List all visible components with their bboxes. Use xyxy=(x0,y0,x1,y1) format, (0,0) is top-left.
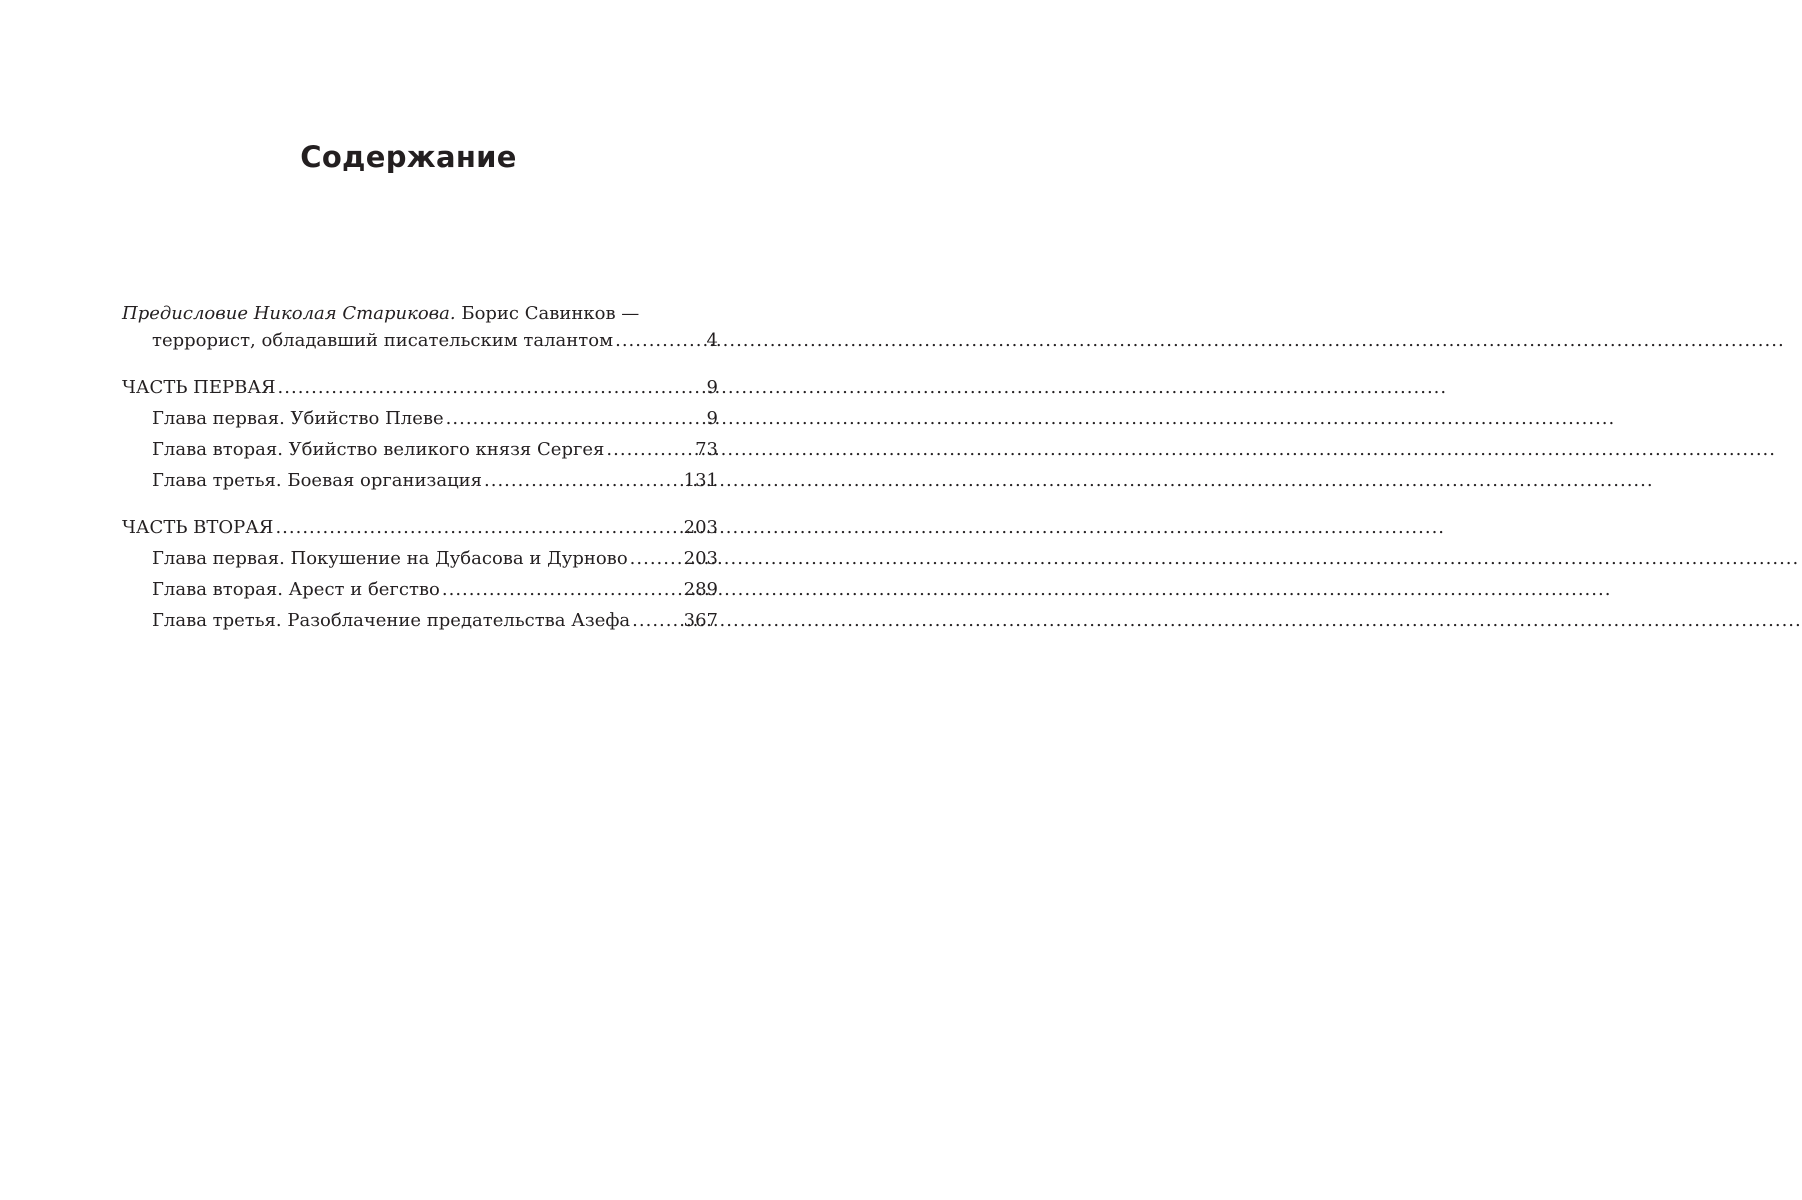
dot-leader xyxy=(278,372,705,403)
chapter-label: Глава вторая. Убийство великого князя Сергея xyxy=(152,439,605,460)
chapter-label: Глава вторая. Арест и бегство xyxy=(152,579,440,600)
toc-chapter[interactable] xyxy=(122,574,718,605)
preface-title-line1: Борис Савинков — xyxy=(461,303,640,324)
toc-chapter[interactable] xyxy=(122,605,718,636)
page-number: 73 xyxy=(695,439,718,460)
page-number: 9 xyxy=(706,408,718,429)
page-number: 4 xyxy=(706,330,718,351)
toc-chapter[interactable] xyxy=(122,434,718,465)
part-label: ЧАСТЬ ПЕРВАЯ xyxy=(122,377,276,398)
chapter-label: Глава третья. Боевая организация xyxy=(152,470,483,491)
page-number: 131 xyxy=(683,470,718,491)
dot-leader xyxy=(275,512,681,543)
dot-leader xyxy=(630,543,682,574)
page-number: 289 xyxy=(683,579,718,600)
toc-chapter[interactable] xyxy=(122,465,718,496)
dot-leader xyxy=(442,574,682,605)
toc-part-2[interactable] xyxy=(122,512,718,543)
preface-title-line2: террорист, обладавший писательским талантом xyxy=(152,330,614,351)
page-number: 367 xyxy=(683,610,718,631)
page-number: 203 xyxy=(683,548,718,569)
chapter-label: Глава третья. Разоблачение предательства Азефа xyxy=(152,610,631,631)
toc-preface-line2[interactable] xyxy=(122,325,718,356)
dot-leader xyxy=(615,325,704,356)
table-of-contents xyxy=(122,298,718,636)
dot-leader xyxy=(484,465,682,496)
dot-leader xyxy=(606,434,693,465)
toc-part-1[interactable] xyxy=(122,372,718,403)
dot-leader xyxy=(632,605,681,636)
page-title: Содержание xyxy=(300,140,517,174)
toc-chapter[interactable] xyxy=(122,543,718,574)
chapter-label: Глава первая. Убийство Плеве xyxy=(152,408,444,429)
toc-chapter[interactable] xyxy=(122,403,718,434)
page-number: 9 xyxy=(706,377,718,398)
chapter-label: Глава первая. Покушение на Дубасова и Дурново xyxy=(152,548,628,569)
part-label: ЧАСТЬ ВТОРАЯ xyxy=(122,517,274,538)
page-number: 203 xyxy=(683,517,718,538)
dot-leader xyxy=(446,403,705,434)
preface-author: Предисловие Николая Старикова. xyxy=(122,303,456,324)
